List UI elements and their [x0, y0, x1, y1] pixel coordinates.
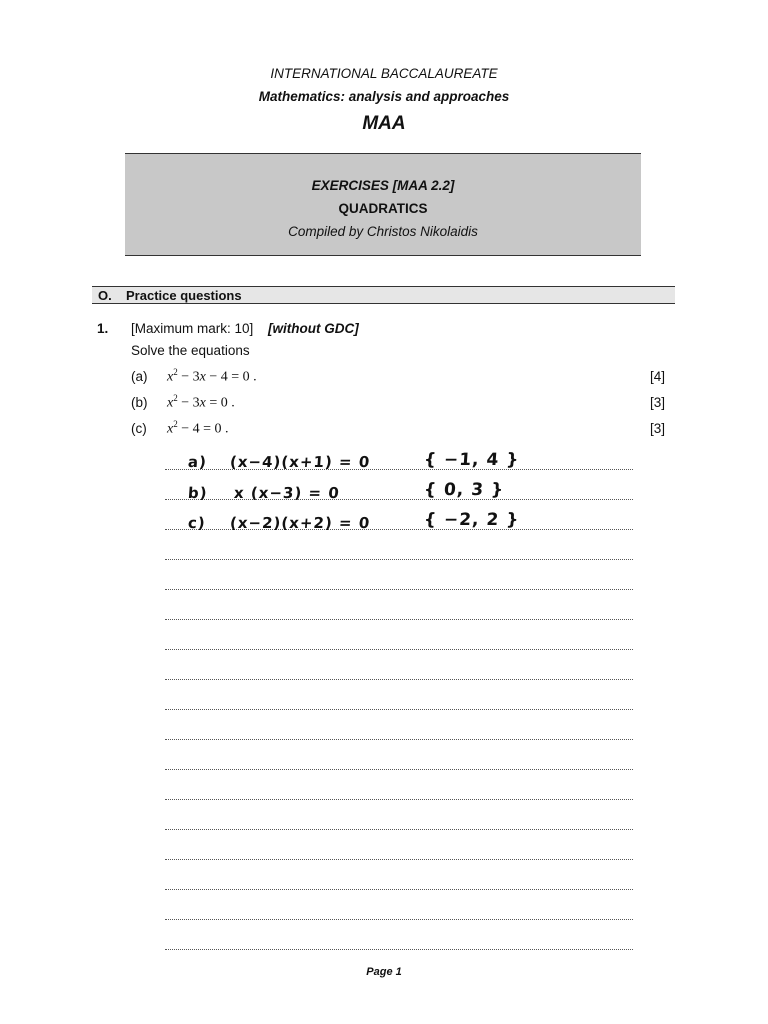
author-line: Compiled by Christos Nikolaidis	[288, 224, 478, 239]
max-mark: [Maximum mark: 10]	[131, 321, 254, 336]
part-a-mark: [4]	[649, 369, 665, 384]
answer-line	[165, 769, 633, 770]
answer-line	[165, 829, 633, 830]
answer-line	[165, 889, 633, 890]
section-header	[92, 286, 675, 304]
exercises-title: EXERCISES [MAA 2.2]	[311, 178, 455, 193]
handwritten-work-b: x (x−3) = 0	[233, 484, 341, 502]
section-number: O.	[98, 288, 112, 303]
answer-line	[165, 619, 633, 620]
gdc-note: [without GDC]	[268, 321, 359, 336]
page-number: Page 1	[366, 966, 402, 978]
institution-title: INTERNATIONAL BACCALAUREATE	[270, 66, 498, 81]
answer-line	[165, 679, 633, 680]
answer-line	[165, 589, 633, 590]
instruction: Solve the equations	[131, 343, 250, 358]
answer-line	[165, 919, 633, 920]
course-title: Mathematics: analysis and approaches	[258, 89, 510, 104]
answer-line	[165, 859, 633, 860]
part-b-mark: [3]	[649, 395, 665, 410]
handwritten-label-b: b)	[187, 484, 209, 502]
handwritten-answer-c: { −2, 2 }	[423, 510, 521, 530]
handwritten-work-a: (x−4)(x+1) = 0	[229, 453, 371, 471]
question-number: 1.	[97, 321, 109, 336]
answer-line	[165, 709, 633, 710]
handwritten-label-a: a)	[187, 453, 208, 471]
equation-a: $x^2 - 3x - 4 = 0$ .	[167, 367, 257, 385]
section-title: Practice questions	[126, 288, 242, 303]
equation-b: $x^2 - 3x = 0$ .	[167, 393, 235, 411]
answer-line	[165, 739, 633, 740]
part-c-mark: [3]	[649, 421, 665, 436]
title-box	[125, 153, 641, 256]
handwritten-label-c: c)	[187, 514, 207, 532]
answer-line	[165, 799, 633, 800]
answer-line	[165, 559, 633, 560]
handwritten-answer-b: { 0, 3 }	[423, 480, 505, 500]
answer-line	[165, 949, 633, 950]
course-code: MAA	[362, 113, 406, 134]
answer-line	[165, 649, 633, 650]
part-a-label: (a)	[131, 369, 148, 384]
handwritten-answer-a: { −1, 4 }	[423, 450, 521, 470]
equation-c: $x^2 - 4 = 0$ .	[167, 419, 229, 437]
topic-title: QUADRATICS	[338, 201, 428, 216]
part-b-label: (b)	[131, 395, 148, 410]
part-c-label: (c)	[131, 421, 147, 436]
handwritten-work-c: (x−2)(x+2) = 0	[229, 514, 371, 532]
